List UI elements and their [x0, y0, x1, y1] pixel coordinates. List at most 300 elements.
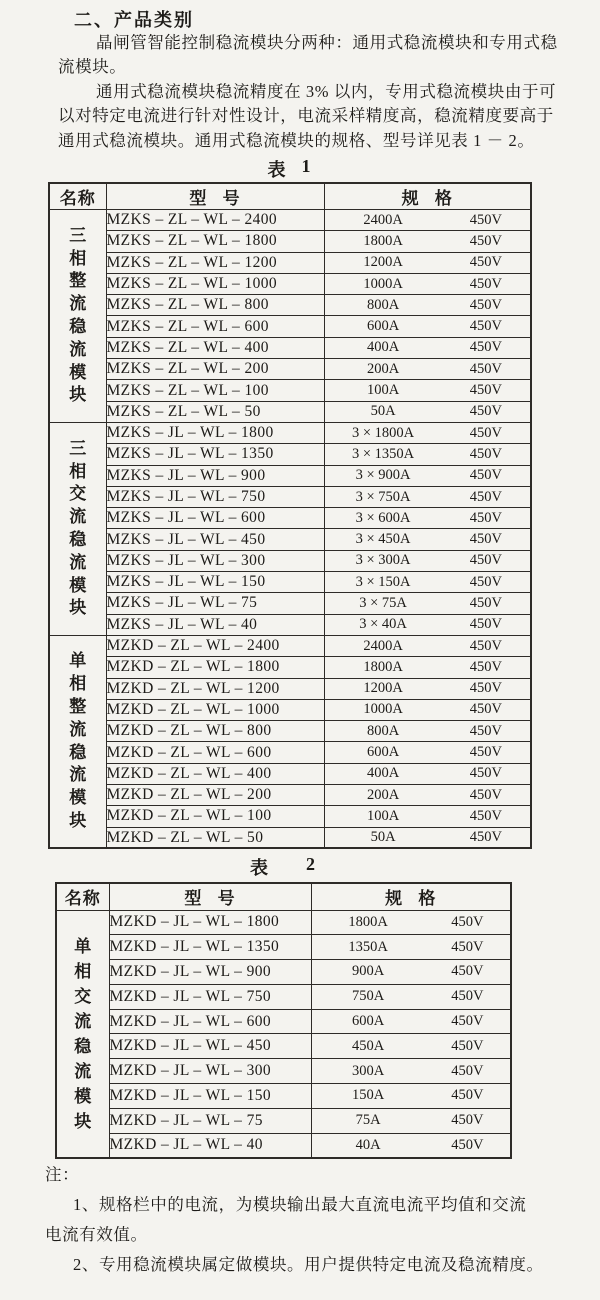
current-value: 50A: [370, 829, 396, 845]
table-row: [49, 337, 531, 358]
current-value: 3 × 1800A: [351, 424, 415, 441]
table-row: [56, 935, 511, 960]
group-name-char: 相: [69, 674, 87, 694]
spec-cell: [324, 593, 531, 614]
spec-values: [325, 829, 531, 846]
model-cell: MZKS – ZL – WL – 1000: [106, 273, 324, 294]
model-cell: MZKD – JL – WL – 150: [109, 1084, 311, 1109]
table-row: [56, 1133, 511, 1158]
voltage-value: 450V: [469, 232, 502, 249]
voltage-value: 450V: [469, 701, 502, 718]
current-value: 3 × 75A: [359, 594, 407, 611]
model-cell: MZKD – ZL – WL – 1000: [106, 699, 324, 720]
group-name-char: 块: [69, 385, 87, 405]
current-value: 600A: [366, 744, 400, 761]
voltage-value: 450V: [469, 765, 502, 782]
table-row: [56, 960, 511, 985]
model-cell: MZKS – JL – WL – 75: [106, 593, 324, 614]
note-line: 电流有效值。: [45, 1225, 148, 1244]
spec-values: [325, 254, 531, 271]
table-row: [49, 316, 531, 337]
voltage-value: 450V: [469, 594, 502, 611]
table-body: [49, 210, 531, 849]
voltage-value: 450V: [469, 637, 502, 654]
spec-values: [325, 723, 531, 740]
group-name-char: 流: [69, 552, 87, 572]
model-cell: MZKD – JL – WL – 1350: [109, 935, 311, 960]
spec-values: [312, 1137, 511, 1154]
table-head: [56, 883, 511, 910]
spec-values: [312, 1063, 511, 1080]
current-value: 450A: [351, 1037, 385, 1054]
spec-values: [325, 552, 531, 569]
group-name-cell: [49, 422, 106, 635]
current-value: 3 × 1350A: [351, 445, 415, 462]
current-value: 40A: [355, 1136, 381, 1153]
table-row: [49, 486, 531, 507]
current-value: 100A: [366, 807, 400, 824]
spec-cell: [311, 960, 511, 985]
table-row: [49, 678, 531, 699]
model-cell: MZKS – JL – WL – 300: [106, 550, 324, 571]
group-name-label: [50, 225, 106, 407]
paragraph-line: 以对特定电流进行针对性设计，电流采样精度高，稳流精度要高于: [58, 106, 554, 126]
group-name-char: 交: [74, 986, 92, 1006]
model-cell: MZKS – JL – WL – 40: [106, 614, 324, 635]
voltage-value: 450V: [469, 296, 502, 313]
spec-cell: [324, 763, 531, 784]
voltage-value: 450V: [451, 963, 484, 980]
model-cell: MZKS – ZL – WL – 800: [106, 295, 324, 316]
spec-cell: [324, 699, 531, 720]
model-cell: MZKS – JL – WL – 1800: [106, 422, 324, 443]
voltage-value: 450V: [469, 254, 502, 271]
voltage-value: 450V: [451, 1087, 484, 1104]
table-2-caption-label: 表: [250, 858, 268, 878]
current-value: 200A: [366, 360, 400, 377]
column-header-name: 名称: [49, 183, 106, 210]
model-cell: MZKD – JL – WL – 1800: [109, 910, 311, 935]
spec-values: [312, 963, 511, 980]
spec-values: [325, 382, 531, 399]
spec-values: [312, 939, 511, 956]
current-value: 3 × 450A: [355, 531, 411, 548]
note-line: 2、专用稳流模块属定做模块。用户提供特定电流及稳流精度。: [73, 1255, 544, 1274]
table-row: [56, 910, 511, 935]
spec-cell: [324, 231, 531, 252]
spec-cell: [324, 614, 531, 635]
spec-cell: [324, 316, 531, 337]
group-name-char: 模: [69, 362, 87, 382]
voltage-value: 450V: [451, 913, 484, 930]
spec-values: [325, 638, 531, 655]
group-name-char: 模: [69, 788, 87, 808]
spec-values: [325, 425, 531, 442]
spec-values: [325, 616, 531, 633]
model-cell: MZKS – ZL – WL – 1200: [106, 252, 324, 273]
voltage-value: 450V: [469, 573, 502, 590]
group-name-char: 稳: [69, 316, 87, 336]
current-value: 1200A: [363, 254, 403, 271]
model-cell: MZKD – ZL – WL – 400: [106, 763, 324, 784]
voltage-value: 450V: [469, 680, 502, 697]
table-row: [49, 550, 531, 571]
spec-cell: [324, 785, 531, 806]
group-name-char: 相: [69, 248, 87, 268]
model-cell: MZKS – JL – WL – 900: [106, 465, 324, 486]
spec-values: [325, 467, 531, 484]
table-row: [49, 742, 531, 763]
model-cell: MZKD – ZL – WL – 50: [106, 827, 324, 848]
spec-cell: [324, 252, 531, 273]
table-row: [49, 465, 531, 486]
table-row: [49, 210, 531, 231]
current-value: 3 × 150A: [355, 573, 411, 590]
model-cell: MZKD – ZL – WL – 1200: [106, 678, 324, 699]
column-header-name: 名称: [56, 883, 109, 910]
current-value: 1800A: [363, 232, 403, 249]
column-header-spec: 规 格: [324, 183, 531, 210]
spec-values: [312, 914, 511, 931]
spec-values: [325, 510, 531, 527]
current-value: 1000A: [363, 275, 403, 292]
voltage-value: 450V: [469, 616, 502, 633]
spec-cell: [324, 401, 531, 422]
table-row: [49, 295, 531, 316]
current-value: 800A: [366, 722, 400, 739]
spec-values: [325, 765, 531, 782]
spec-cell: [324, 742, 531, 763]
spec-cell: [324, 635, 531, 656]
voltage-value: 450V: [469, 445, 502, 462]
table-row: [49, 252, 531, 273]
voltage-value: 450V: [469, 488, 502, 505]
spec-cell: [311, 1108, 511, 1133]
model-cell: MZKS – JL – WL – 150: [106, 572, 324, 593]
table-2-caption-number: 2: [306, 854, 315, 874]
table-row: [56, 1034, 511, 1059]
paragraph-line: 晶闸管智能控制稳流模块分两种：通用式稳流模块和专用式稳: [96, 33, 558, 52]
group-name-label: [50, 438, 106, 620]
spec-cell: [324, 827, 531, 848]
current-value: 1350A: [348, 938, 388, 955]
spec-values: [325, 574, 531, 591]
current-value: 900A: [351, 963, 385, 980]
group-name-char: 块: [69, 598, 87, 618]
spec-values: [325, 595, 531, 612]
table-row: [49, 444, 531, 465]
spec-cell: [324, 721, 531, 742]
current-value: 3 × 40A: [359, 616, 407, 633]
spec-values: [325, 446, 531, 463]
spec-values: [325, 403, 531, 420]
model-cell: MZKD – JL – WL – 75: [109, 1108, 311, 1133]
group-name-cell: [56, 910, 109, 1158]
voltage-value: 450V: [451, 1062, 484, 1079]
spec-cell: [324, 529, 531, 550]
table-row: [49, 273, 531, 294]
spec-cell: [311, 1084, 511, 1109]
voltage-value: 450V: [451, 938, 484, 955]
group-name-char: 交: [69, 484, 87, 504]
table-head: [49, 183, 531, 210]
spec-cell: [324, 359, 531, 380]
column-header-model: 型 号: [106, 183, 324, 210]
notes-label: 注：: [45, 1165, 80, 1184]
spec-values: [325, 233, 531, 250]
table-row: [49, 785, 531, 806]
spec-table-1: [48, 182, 532, 849]
model-cell: MZKS – ZL – WL – 2400: [106, 210, 324, 231]
spec-values: [325, 489, 531, 506]
model-cell: MZKD – ZL – WL – 1800: [106, 657, 324, 678]
current-value: 600A: [351, 1013, 385, 1030]
spec-values: [325, 808, 531, 825]
table-row: [49, 401, 531, 422]
model-cell: MZKD – JL – WL – 900: [109, 960, 311, 985]
spec-values: [325, 680, 531, 697]
spec-cell: [324, 295, 531, 316]
table-row: [49, 529, 531, 550]
current-value: 75A: [355, 1112, 381, 1129]
spec-values: [325, 531, 531, 548]
model-cell: MZKD – ZL – WL – 200: [106, 785, 324, 806]
table-row: [49, 593, 531, 614]
current-value: 400A: [366, 765, 400, 782]
model-cell: MZKS – JL – WL – 600: [106, 508, 324, 529]
model-cell: MZKS – ZL – WL – 400: [106, 337, 324, 358]
group-name-cell: [49, 635, 106, 848]
model-cell: MZKD – JL – WL – 750: [109, 984, 311, 1009]
current-value: 3 × 600A: [355, 509, 411, 526]
group-name-char: 流: [69, 294, 87, 314]
model-cell: MZKD – ZL – WL – 800: [106, 721, 324, 742]
group-name-label: [50, 650, 106, 832]
table-row: [49, 806, 531, 827]
current-value: 3 × 300A: [355, 552, 411, 569]
spec-values: [325, 318, 531, 335]
model-cell: MZKD – JL – WL – 600: [109, 1009, 311, 1034]
model-cell: MZKS – ZL – WL – 1800: [106, 231, 324, 252]
spec-values: [325, 297, 531, 314]
spec-cell: [324, 678, 531, 699]
voltage-value: 450V: [469, 509, 502, 526]
voltage-value: 450V: [469, 531, 502, 548]
table-row: [56, 1108, 511, 1133]
spec-cell: [324, 380, 531, 401]
spec-cell: [324, 337, 531, 358]
group-name-char: 整: [69, 697, 87, 717]
group-name-char: 流: [74, 1061, 92, 1081]
table-body: [56, 910, 511, 1158]
group-name-char: 块: [69, 811, 87, 831]
group-name-char: 稳: [74, 1036, 92, 1056]
current-value: 50A: [370, 403, 396, 420]
table-row: [49, 657, 531, 678]
group-name-char: 相: [74, 961, 92, 981]
model-cell: MZKS – ZL – WL – 50: [106, 401, 324, 422]
group-name-char: 流: [69, 719, 87, 739]
current-value: 1800A: [363, 658, 403, 675]
model-cell: MZKD – ZL – WL – 600: [106, 742, 324, 763]
voltage-value: 450V: [469, 318, 502, 335]
model-cell: MZKD – JL – WL – 450: [109, 1034, 311, 1059]
group-name-char: 单: [74, 936, 92, 956]
group-name-cell: [49, 210, 106, 423]
table-row: [49, 359, 531, 380]
header-row: [56, 883, 511, 910]
table-row: [49, 699, 531, 720]
spec-cell: [324, 486, 531, 507]
table-row: [49, 635, 531, 656]
spec-cell: [324, 444, 531, 465]
model-cell: MZKS – ZL – WL – 200: [106, 359, 324, 380]
voltage-value: 450V: [469, 552, 502, 569]
spec-cell: [324, 210, 531, 231]
current-value: 400A: [366, 339, 400, 356]
spec-cell: [324, 422, 531, 443]
table-row: [56, 1009, 511, 1034]
group-name-char: 流: [69, 507, 87, 527]
spec-cell: [311, 1009, 511, 1034]
spec-values: [325, 276, 531, 293]
current-value: 600A: [366, 318, 400, 335]
model-cell: MZKS – JL – WL – 750: [106, 486, 324, 507]
spec-cell: [324, 550, 531, 571]
spec-values: [325, 787, 531, 804]
group-name-char: 流: [69, 765, 87, 785]
spec-values: [325, 361, 531, 378]
current-value: 300A: [351, 1062, 385, 1079]
table-row: [56, 1084, 511, 1109]
group-name-char: 稳: [69, 529, 87, 549]
group-name-char: 相: [69, 461, 87, 481]
voltage-value: 450V: [469, 658, 502, 675]
spec-cell: [324, 273, 531, 294]
spec-values: [325, 339, 531, 356]
column-header-model: 型 号: [109, 883, 311, 910]
current-value: 2400A: [363, 211, 403, 228]
group-name-char: 模: [69, 575, 87, 595]
table-1-caption-label: 表: [267, 160, 286, 180]
current-value: 3 × 900A: [355, 467, 411, 484]
voltage-value: 450V: [451, 988, 484, 1005]
spec-values: [312, 1013, 511, 1030]
spec-cell: [324, 572, 531, 593]
model-cell: MZKD – JL – WL – 300: [109, 1059, 311, 1084]
voltage-value: 450V: [469, 360, 502, 377]
model-cell: MZKS – ZL – WL – 600: [106, 316, 324, 337]
paragraph-line: 通用式稳流模块。通用式稳流模块的规格、型号详见表 1 － 2。: [58, 130, 535, 150]
table-2-caption: [55, 854, 510, 880]
group-name-char: 流: [74, 1011, 92, 1031]
spec-cell: [311, 1133, 511, 1158]
group-name-char: 稳: [69, 742, 87, 762]
voltage-value: 450V: [451, 1013, 484, 1030]
spec-cell: [324, 657, 531, 678]
group-name-char: 三: [69, 438, 87, 458]
spec-cell: [324, 806, 531, 827]
group-name-char: 块: [74, 1111, 92, 1131]
current-value: 1200A: [363, 680, 403, 697]
spec-cell: [311, 1034, 511, 1059]
model-cell: MZKS – ZL – WL – 100: [106, 380, 324, 401]
current-value: 800A: [366, 296, 400, 313]
model-cell: MZKS – JL – WL – 450: [106, 529, 324, 550]
spec-values: [312, 988, 511, 1005]
voltage-value: 450V: [451, 1112, 484, 1129]
spec-cell: [311, 1059, 511, 1084]
table-row: [49, 827, 531, 848]
spec-cell: [311, 935, 511, 960]
note-line: 1、规格栏中的电流，为模块输出最大直流电流平均值和交流: [73, 1195, 527, 1214]
table-row: [49, 763, 531, 784]
current-value: 2400A: [363, 637, 403, 654]
voltage-value: 450V: [469, 211, 502, 228]
voltage-value: 450V: [451, 1136, 484, 1153]
spec-cell: [311, 984, 511, 1009]
table-1-caption: [48, 156, 530, 182]
current-value: 1800A: [348, 913, 388, 930]
group-name-label: [57, 934, 109, 1134]
table-row: [56, 984, 511, 1009]
voltage-value: 450V: [469, 467, 502, 484]
model-cell: MZKS – JL – WL – 1350: [106, 444, 324, 465]
intro-paragraphs: [58, 31, 558, 153]
voltage-value: 450V: [469, 744, 502, 761]
current-value: 750A: [351, 988, 385, 1005]
voltage-value: 450V: [469, 339, 502, 356]
table-row: [49, 380, 531, 401]
voltage-value: 450V: [469, 829, 502, 845]
table-1-caption-number: 1: [301, 156, 311, 176]
spec-cell: [324, 508, 531, 529]
table-row: [49, 508, 531, 529]
column-header-spec: 规 格: [311, 883, 511, 910]
spec-values: [325, 212, 531, 229]
spec-values: [312, 1112, 511, 1129]
voltage-value: 450V: [469, 722, 502, 739]
spec-table-2: [55, 882, 512, 1159]
model-cell: MZKD – JL – WL – 40: [109, 1133, 311, 1158]
section-heading: 二、产品类别: [74, 10, 194, 30]
current-value: 1000A: [363, 701, 403, 718]
voltage-value: 450V: [469, 807, 502, 824]
header-row: [49, 183, 531, 210]
voltage-value: 450V: [469, 424, 502, 441]
table-row: [49, 422, 531, 443]
group-name-char: 流: [69, 339, 87, 359]
notes-section: [45, 1160, 575, 1280]
table-row: [49, 572, 531, 593]
group-name-char: 模: [74, 1086, 92, 1106]
group-name-char: 单: [69, 651, 87, 671]
table-row: [49, 231, 531, 252]
voltage-value: 450V: [469, 786, 502, 803]
paragraph-line: 流模块。: [58, 57, 127, 77]
voltage-value: 450V: [469, 275, 502, 292]
spec-values: [325, 744, 531, 761]
current-value: 200A: [366, 786, 400, 803]
spec-values: [325, 701, 531, 718]
table-row: [49, 614, 531, 635]
table-row: [49, 721, 531, 742]
table-row: [56, 1059, 511, 1084]
voltage-value: 450V: [469, 403, 502, 420]
spec-cell: [311, 910, 511, 935]
current-value: 150A: [351, 1087, 385, 1104]
paragraph-line: 通用式稳流模块稳流精度在 3% 以内，专用式稳流模块由于可: [96, 81, 557, 101]
